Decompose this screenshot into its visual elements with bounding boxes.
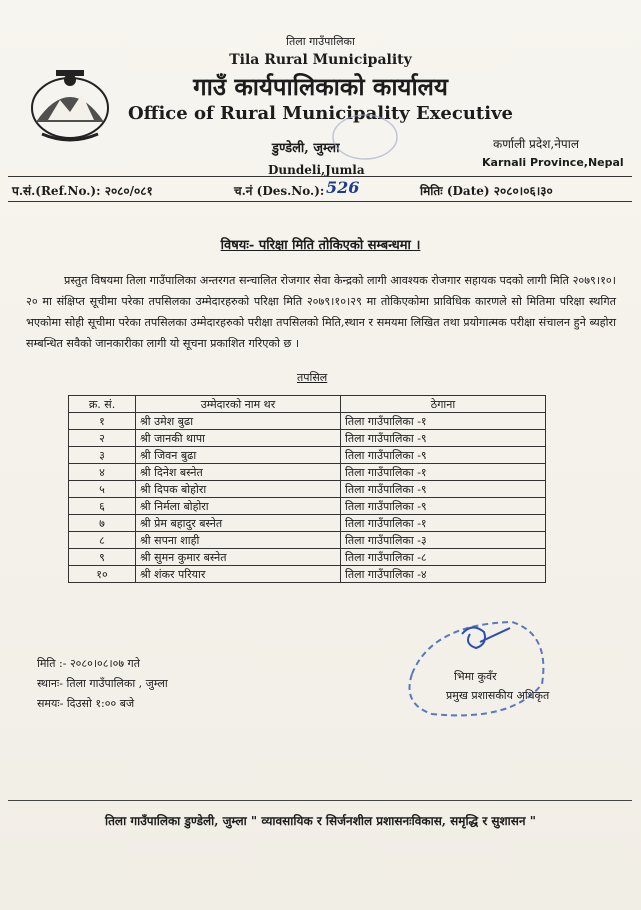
- header-en-location: Dundeli,Jumla: [268, 163, 365, 177]
- row-name: श्री प्रेम बहादुर बस्नेत: [136, 515, 341, 532]
- tapasil-heading: तपसिल: [297, 371, 328, 384]
- header-sn: क्र. सं.: [69, 396, 136, 413]
- row-sn: १: [69, 413, 136, 430]
- row-sn: ७: [69, 515, 136, 532]
- reference-row: [8, 176, 632, 202]
- header-name: उम्मेदारको नाम थर: [136, 396, 341, 413]
- header-address: ठेगाना: [341, 396, 546, 413]
- row-address: तिला गाउँपालिका -४: [341, 566, 546, 583]
- table-row: [69, 532, 546, 549]
- row-sn: ५: [69, 481, 136, 498]
- header-en-name: Tila Rural Municipality: [229, 52, 412, 68]
- row-address: तिला गाउँपालिका -९: [341, 481, 546, 498]
- row-sn: ४: [69, 464, 136, 481]
- subject-line: विषयः- परिक्षा मिति तोकिएको सम्बन्धमा ।: [220, 238, 421, 253]
- table-row: [69, 549, 546, 566]
- signatory-title: प्रमुख प्रशासकीय अधिकृत: [446, 689, 550, 702]
- signatory-name: भिमा कुवँर: [454, 670, 497, 683]
- row-address: तिला गाउँपालिका -९: [341, 447, 546, 464]
- row-sn: ३: [69, 447, 136, 464]
- des-number: 526: [326, 178, 360, 197]
- table-row: [69, 515, 546, 532]
- row-sn: ९: [69, 549, 136, 566]
- exam-time: समयः- दिउसो १:०० बजे: [37, 697, 135, 710]
- table-row: [69, 447, 546, 464]
- table-row: [69, 464, 546, 481]
- table-row: [69, 566, 546, 583]
- row-sn: ६: [69, 498, 136, 515]
- row-name: श्री दिपक बोहोरा: [136, 481, 341, 498]
- header-np-province: कर्णाली प्रदेश,नेपाल: [493, 137, 579, 151]
- header-np-small: तिला गाउँपालिका: [286, 35, 355, 48]
- row-name: श्री सपना शाही: [136, 532, 341, 549]
- row-sn: २: [69, 430, 136, 447]
- notice-body: प्रस्तुत विषयमा तिला गाउँपालिका अन्तरगत सन्चालित रोजगार सेवा केन्द्रको लागी आवश्यक रोजगार सहायक पदको लागी मिति २०७९।१०।२० मा संक्षिप्त सूचीमा परेका तपसिलका उम्मेदारहरुको परिक्षा मिति २०७९।१०।२९ मा तोकिएकोमा प्राविधिक कारणले सो मितिमा परिक्षा स्थगित भएकोमा सोही सूचीमा परेका तपसिलका उम्मेदारहरुको परीक्षा तपसिलको मिति,स्थान र समयमा लिखित तथा प्रयोगात्मक परीक्षा संचालन हुने ब्यहोरा सम्बन्धित सवैको जानकारीका लागी यो सूचना प्रकाशित गरिएको छ ।: [26, 274, 616, 350]
- header-en-province: Karnali Province,Nepal: [482, 156, 624, 169]
- date-label: मितिः (Date) २०८०।०६।३०: [420, 184, 553, 198]
- des-label: च.नं (Des.No.):: [234, 184, 325, 198]
- faint-stamp-icon: [330, 112, 400, 162]
- row-address: तिला गाउँपालिका -९: [341, 430, 546, 447]
- row-address: तिला गाउँपालिका -९: [341, 498, 546, 515]
- exam-place: स्थानः- तिला गाउँपालिका , जुम्ला: [37, 677, 168, 690]
- table-row: [69, 481, 546, 498]
- footer-divider: [8, 800, 632, 801]
- row-name: श्री निर्मला बोहोरा: [136, 498, 341, 515]
- footer-slogan: तिला गाउँपालिका डुण्डेली, जुम्ला " व्यावसायिक र सिर्जनशील प्रशासनःविकास, समृद्धि र सुशासन ": [104, 814, 536, 828]
- table-row: [69, 413, 546, 430]
- exam-date: मिति :- २०८०।०८।०७ गते: [37, 657, 141, 670]
- row-address: तिला गाउँपालिका -१: [341, 413, 546, 430]
- row-address: तिला गाउँपालिका -८: [341, 549, 546, 566]
- row-name: श्री उमेश बुढा: [136, 413, 341, 430]
- candidate-table: [68, 395, 546, 583]
- table-header-row: [69, 396, 546, 413]
- header-np-location: डुण्डेली, जुम्ला: [272, 141, 340, 156]
- row-sn: १०: [69, 566, 136, 583]
- row-address: तिला गाउँपालिका -३: [341, 532, 546, 549]
- row-name: श्री जिवन बुढा: [136, 447, 341, 464]
- row-name: श्री सुमन कुमार बस्नेत: [136, 549, 341, 566]
- header-en-office: Office of Rural Municipality Executive: [128, 103, 513, 124]
- table-row: [69, 498, 546, 515]
- header-np-office: गाउँ कार्यपालिकाको कार्यालय: [193, 72, 448, 101]
- ref-number: प.सं.(Ref.No.): २०८०/०८१: [12, 184, 153, 198]
- row-name: श्री शंकर परियार: [136, 566, 341, 583]
- row-sn: ८: [69, 532, 136, 549]
- row-address: तिला गाउँपालिका -१: [341, 515, 546, 532]
- table-row: [69, 430, 546, 447]
- row-name: श्री जानकी थापा: [136, 430, 341, 447]
- row-name: श्री दिनेश बस्नेत: [136, 464, 341, 481]
- row-address: तिला गाउँपालिका -१: [341, 464, 546, 481]
